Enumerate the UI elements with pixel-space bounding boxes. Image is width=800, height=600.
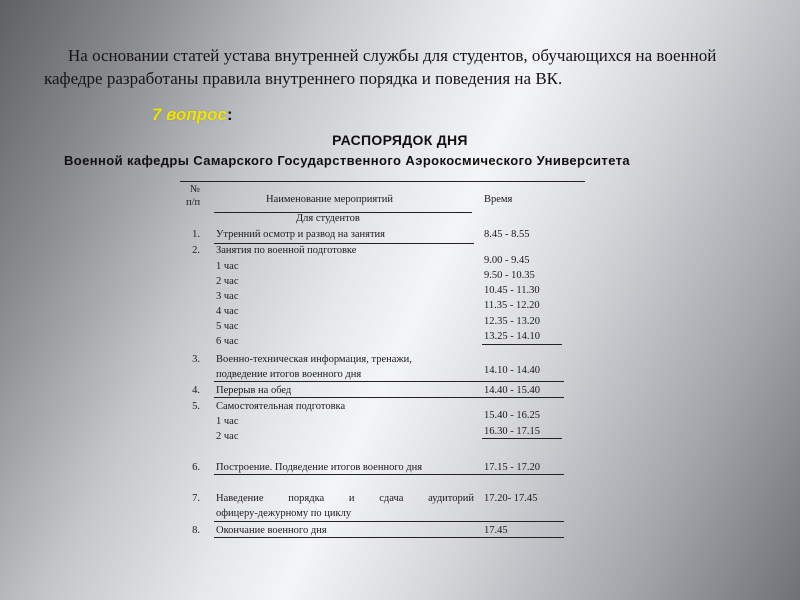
row-number: 5.: [192, 401, 200, 412]
table-bottom-rule: [214, 537, 564, 538]
sub-hour-time: 13.25 - 14.10: [484, 331, 540, 342]
header-num-line2: п/п: [186, 197, 201, 208]
row-name: Утренний осмотр и развод на занятия: [216, 229, 385, 240]
row-rule: [214, 381, 564, 382]
sub-hour-time: 12.35 - 13.20: [484, 316, 540, 327]
row-name: Построение. Подведение итогов военного дня: [216, 462, 423, 473]
sub-hour-time: 11.35 - 12.20: [484, 300, 540, 311]
schedule-subtitle: Военной кафедры Самарского Государственного Аэрокосмического Университета: [64, 153, 631, 168]
sub-hour: 5 час: [216, 321, 239, 332]
row-name: Самостоятельная подготовка: [216, 401, 346, 412]
sub-hour-time: 10.45 - 11.30: [484, 285, 540, 296]
sub-hour: 3 час: [216, 291, 239, 302]
header-time: Время: [484, 194, 513, 205]
row-time: 17.15 - 17.20: [484, 462, 540, 473]
header-num-line1: №: [190, 184, 201, 195]
table-top-rule: [180, 181, 585, 182]
sub-hour: 1 час: [216, 416, 239, 427]
row-name: Занятия по военной подготовке: [216, 245, 357, 256]
row-name-continued: подведение итогов военного дня: [216, 369, 362, 380]
row-time: 17.20- 17.45: [484, 493, 538, 504]
row-number: 3.: [192, 354, 200, 365]
row-time: 14.10 - 14.40: [484, 365, 540, 376]
row-name-continued: офицеру-дежурному по циклу: [216, 508, 352, 519]
row-time: 17.45: [484, 525, 508, 536]
sub-hour-time: 9.00 - 9.45: [484, 255, 530, 266]
row-rule: [214, 521, 564, 522]
row-number: 4.: [192, 385, 200, 396]
sub-hour-time: 15.40 - 16.25: [484, 410, 540, 421]
row-rule: [214, 397, 564, 398]
row-time: 8.45 - 8.55: [484, 229, 530, 240]
sub-hour: 6 час: [216, 336, 239, 347]
question-colon: :: [227, 105, 233, 124]
row-number: 1.: [192, 229, 200, 240]
sub-hour: 2 час: [216, 431, 239, 442]
row-number: 2.: [192, 245, 200, 256]
sub-hour-time: 16.30 - 17.15: [484, 426, 540, 437]
row-number: 6.: [192, 462, 200, 473]
row-time: 14.40 - 15.40: [484, 385, 540, 396]
row-number: 7.: [192, 493, 200, 504]
sub-hour-time: 9.50 - 10.35: [484, 270, 535, 281]
question-number: 7 вопрос: [152, 105, 228, 124]
sub-hour: 1 час: [216, 261, 239, 272]
sub-hour: 4 час: [216, 306, 239, 317]
time-rule: [482, 438, 562, 439]
time-rule: [482, 344, 562, 345]
header-name: Наименование мероприятий: [266, 194, 393, 205]
schedule-title: РАСПОРЯДОК ДНЯ: [332, 132, 468, 148]
sub-hour: 2 час: [216, 276, 239, 287]
row-rule: [214, 474, 564, 475]
question-label: [152, 105, 233, 125]
group-label: Для студентов: [296, 213, 360, 224]
row-number: 8.: [192, 525, 200, 536]
row-name: Окончание военного дня: [216, 525, 327, 536]
intro-paragraph: На основании статей устава внутренней службы для студентов, обучающихся на военной кафедре разработаны правила внутреннего порядка и поведения на ВК.: [44, 46, 717, 88]
row-name: Наведение порядка и сдача аудиторий: [216, 493, 474, 504]
row-name: Военно-техническая информация, тренажи,: [216, 354, 412, 365]
row-name: Перерыв на обед: [216, 385, 292, 396]
